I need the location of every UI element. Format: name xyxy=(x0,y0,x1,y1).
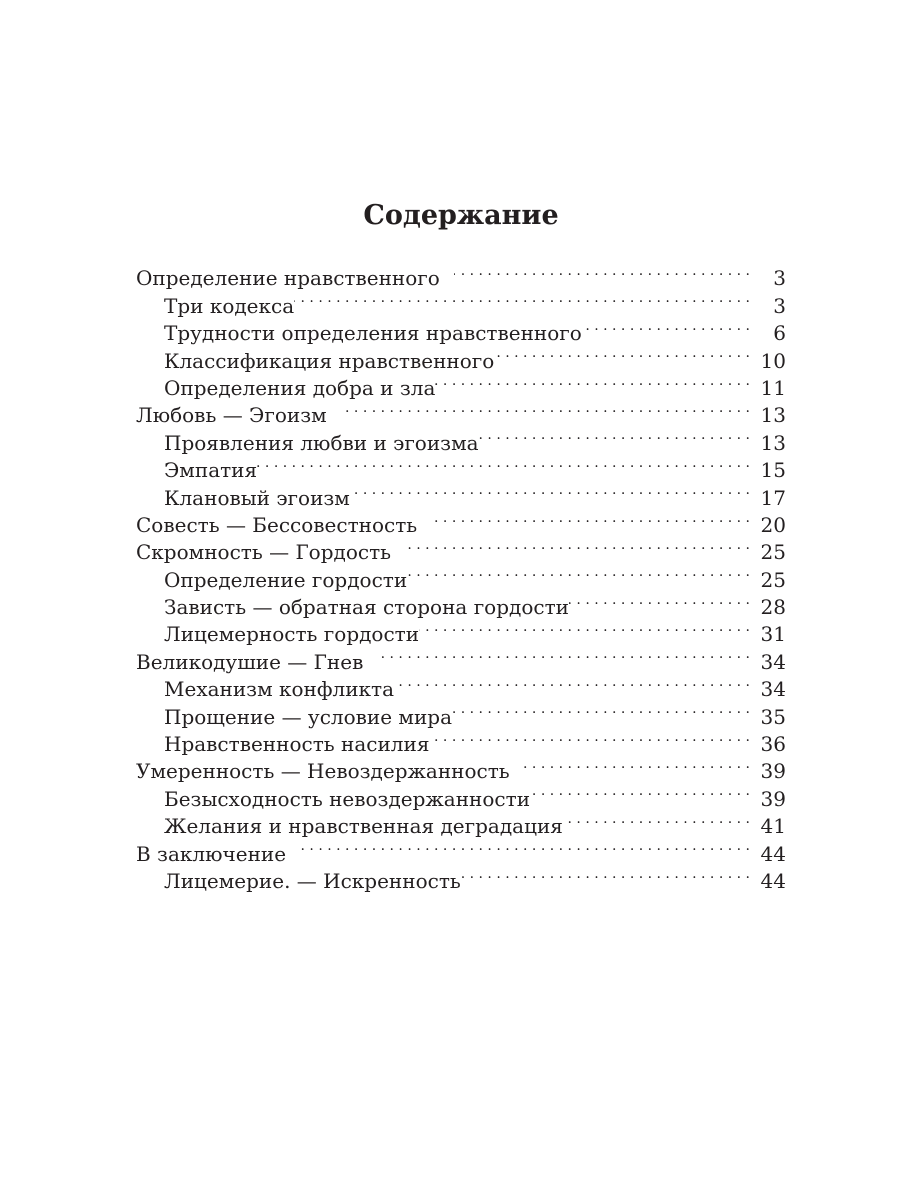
toc-page-number: 20 xyxy=(760,512,786,537)
toc-dot-leader xyxy=(530,778,750,805)
toc-entry-title: Классификация нравственного xyxy=(164,348,495,373)
toc-page-number: 34 xyxy=(760,649,786,674)
toc-page-number: 39 xyxy=(760,786,786,811)
toc-entry-title: Любовь — Эгоизм xyxy=(136,403,327,428)
toc-dot-leader xyxy=(394,669,750,696)
toc-page-number: 3 xyxy=(773,293,786,318)
toc-page-number: 39 xyxy=(760,759,786,784)
toc-page-number: 44 xyxy=(760,868,786,893)
toc-dot-leader xyxy=(563,806,750,833)
toc-entry-title: Определение гордости xyxy=(164,567,408,592)
toc-entry-title: Желания и нравственная деградация xyxy=(164,814,563,839)
toc-entry-title: Определение нравственного xyxy=(136,266,440,291)
toc-dot-leader xyxy=(435,368,750,395)
toc-page-number: 34 xyxy=(760,677,786,702)
toc-dot-leader xyxy=(341,395,750,422)
toc-page-number: 6 xyxy=(773,321,786,346)
toc-entry-title: Лицемерность гордости xyxy=(164,622,420,647)
toc-chapter-entry xyxy=(136,258,786,291)
toc-dot-leader xyxy=(419,614,750,641)
toc-entry-title: Умеренность — Невоздержанность xyxy=(136,759,510,784)
toc-page-number: 11 xyxy=(760,375,786,400)
toc-page-number: 44 xyxy=(760,841,786,866)
toc-page-number: 36 xyxy=(760,732,786,757)
toc-entry-title: Безысходность невоздержанности xyxy=(164,786,531,811)
toc-entry-title: Лицемерие. — Искренность xyxy=(164,868,461,893)
table-of-contents xyxy=(136,258,786,893)
toc-entry-title: Нравственность насилия xyxy=(164,732,430,757)
toc-dot-leader xyxy=(431,505,750,532)
toc-dot-leader xyxy=(407,559,750,586)
toc-dot-leader xyxy=(479,422,750,449)
toc-entry-title: Зависть — обратная сторона гордости xyxy=(164,595,569,620)
toc-page-number: 25 xyxy=(760,567,786,592)
toc-dot-leader xyxy=(294,285,750,312)
toc-page-number: 25 xyxy=(760,540,786,565)
toc-dot-leader xyxy=(429,724,750,751)
toc-dot-leader xyxy=(524,751,750,778)
toc-entry-title: Определения добра и зла xyxy=(164,375,436,400)
toc-entry-title: Трудности определения нравственного xyxy=(164,321,582,346)
toc-dot-leader xyxy=(454,258,750,285)
toc-dot-leader xyxy=(300,833,750,860)
toc-dot-leader xyxy=(582,313,750,340)
toc-dot-leader xyxy=(569,587,750,614)
toc-page-number: 35 xyxy=(760,704,786,729)
toc-dot-leader xyxy=(452,696,750,723)
toc-page-number: 15 xyxy=(760,458,786,483)
toc-page-number: 17 xyxy=(760,485,786,510)
toc-dot-leader xyxy=(461,861,750,888)
toc-entry-title: Эмпатия xyxy=(164,458,258,483)
toc-page-number: 3 xyxy=(773,266,786,291)
toc-page-number: 28 xyxy=(760,595,786,620)
toc-entry-title: Великодушие — Гнев xyxy=(136,649,364,674)
toc-entry-title: Механизм конфликта xyxy=(164,677,395,702)
toc-dot-leader xyxy=(350,477,750,504)
toc-dot-leader xyxy=(257,450,750,477)
toc-dot-leader xyxy=(377,641,750,668)
toc-entry-title: Три кодекса xyxy=(164,293,295,318)
toc-dot-leader xyxy=(405,532,750,559)
toc-entry-title: В заключение xyxy=(136,841,287,866)
toc-page-number: 10 xyxy=(760,348,786,373)
toc-entry-title: Скромность — Гордость xyxy=(136,540,392,565)
toc-dot-leader xyxy=(494,340,750,367)
toc-entry-title: Прощение — условие мира xyxy=(164,704,453,729)
toc-page-number: 31 xyxy=(760,622,786,647)
toc-entry-title: Клановый эгоизм xyxy=(164,485,350,510)
toc-page-number: 13 xyxy=(760,430,786,455)
toc-title: Содержание xyxy=(363,200,559,231)
toc-entry-title: Совесть — Бессовестность xyxy=(136,512,418,537)
toc-page-number: 41 xyxy=(760,814,786,839)
toc-entry-title: Проявления любви и эгоизма xyxy=(164,430,479,455)
toc-page-number: 13 xyxy=(760,403,786,428)
